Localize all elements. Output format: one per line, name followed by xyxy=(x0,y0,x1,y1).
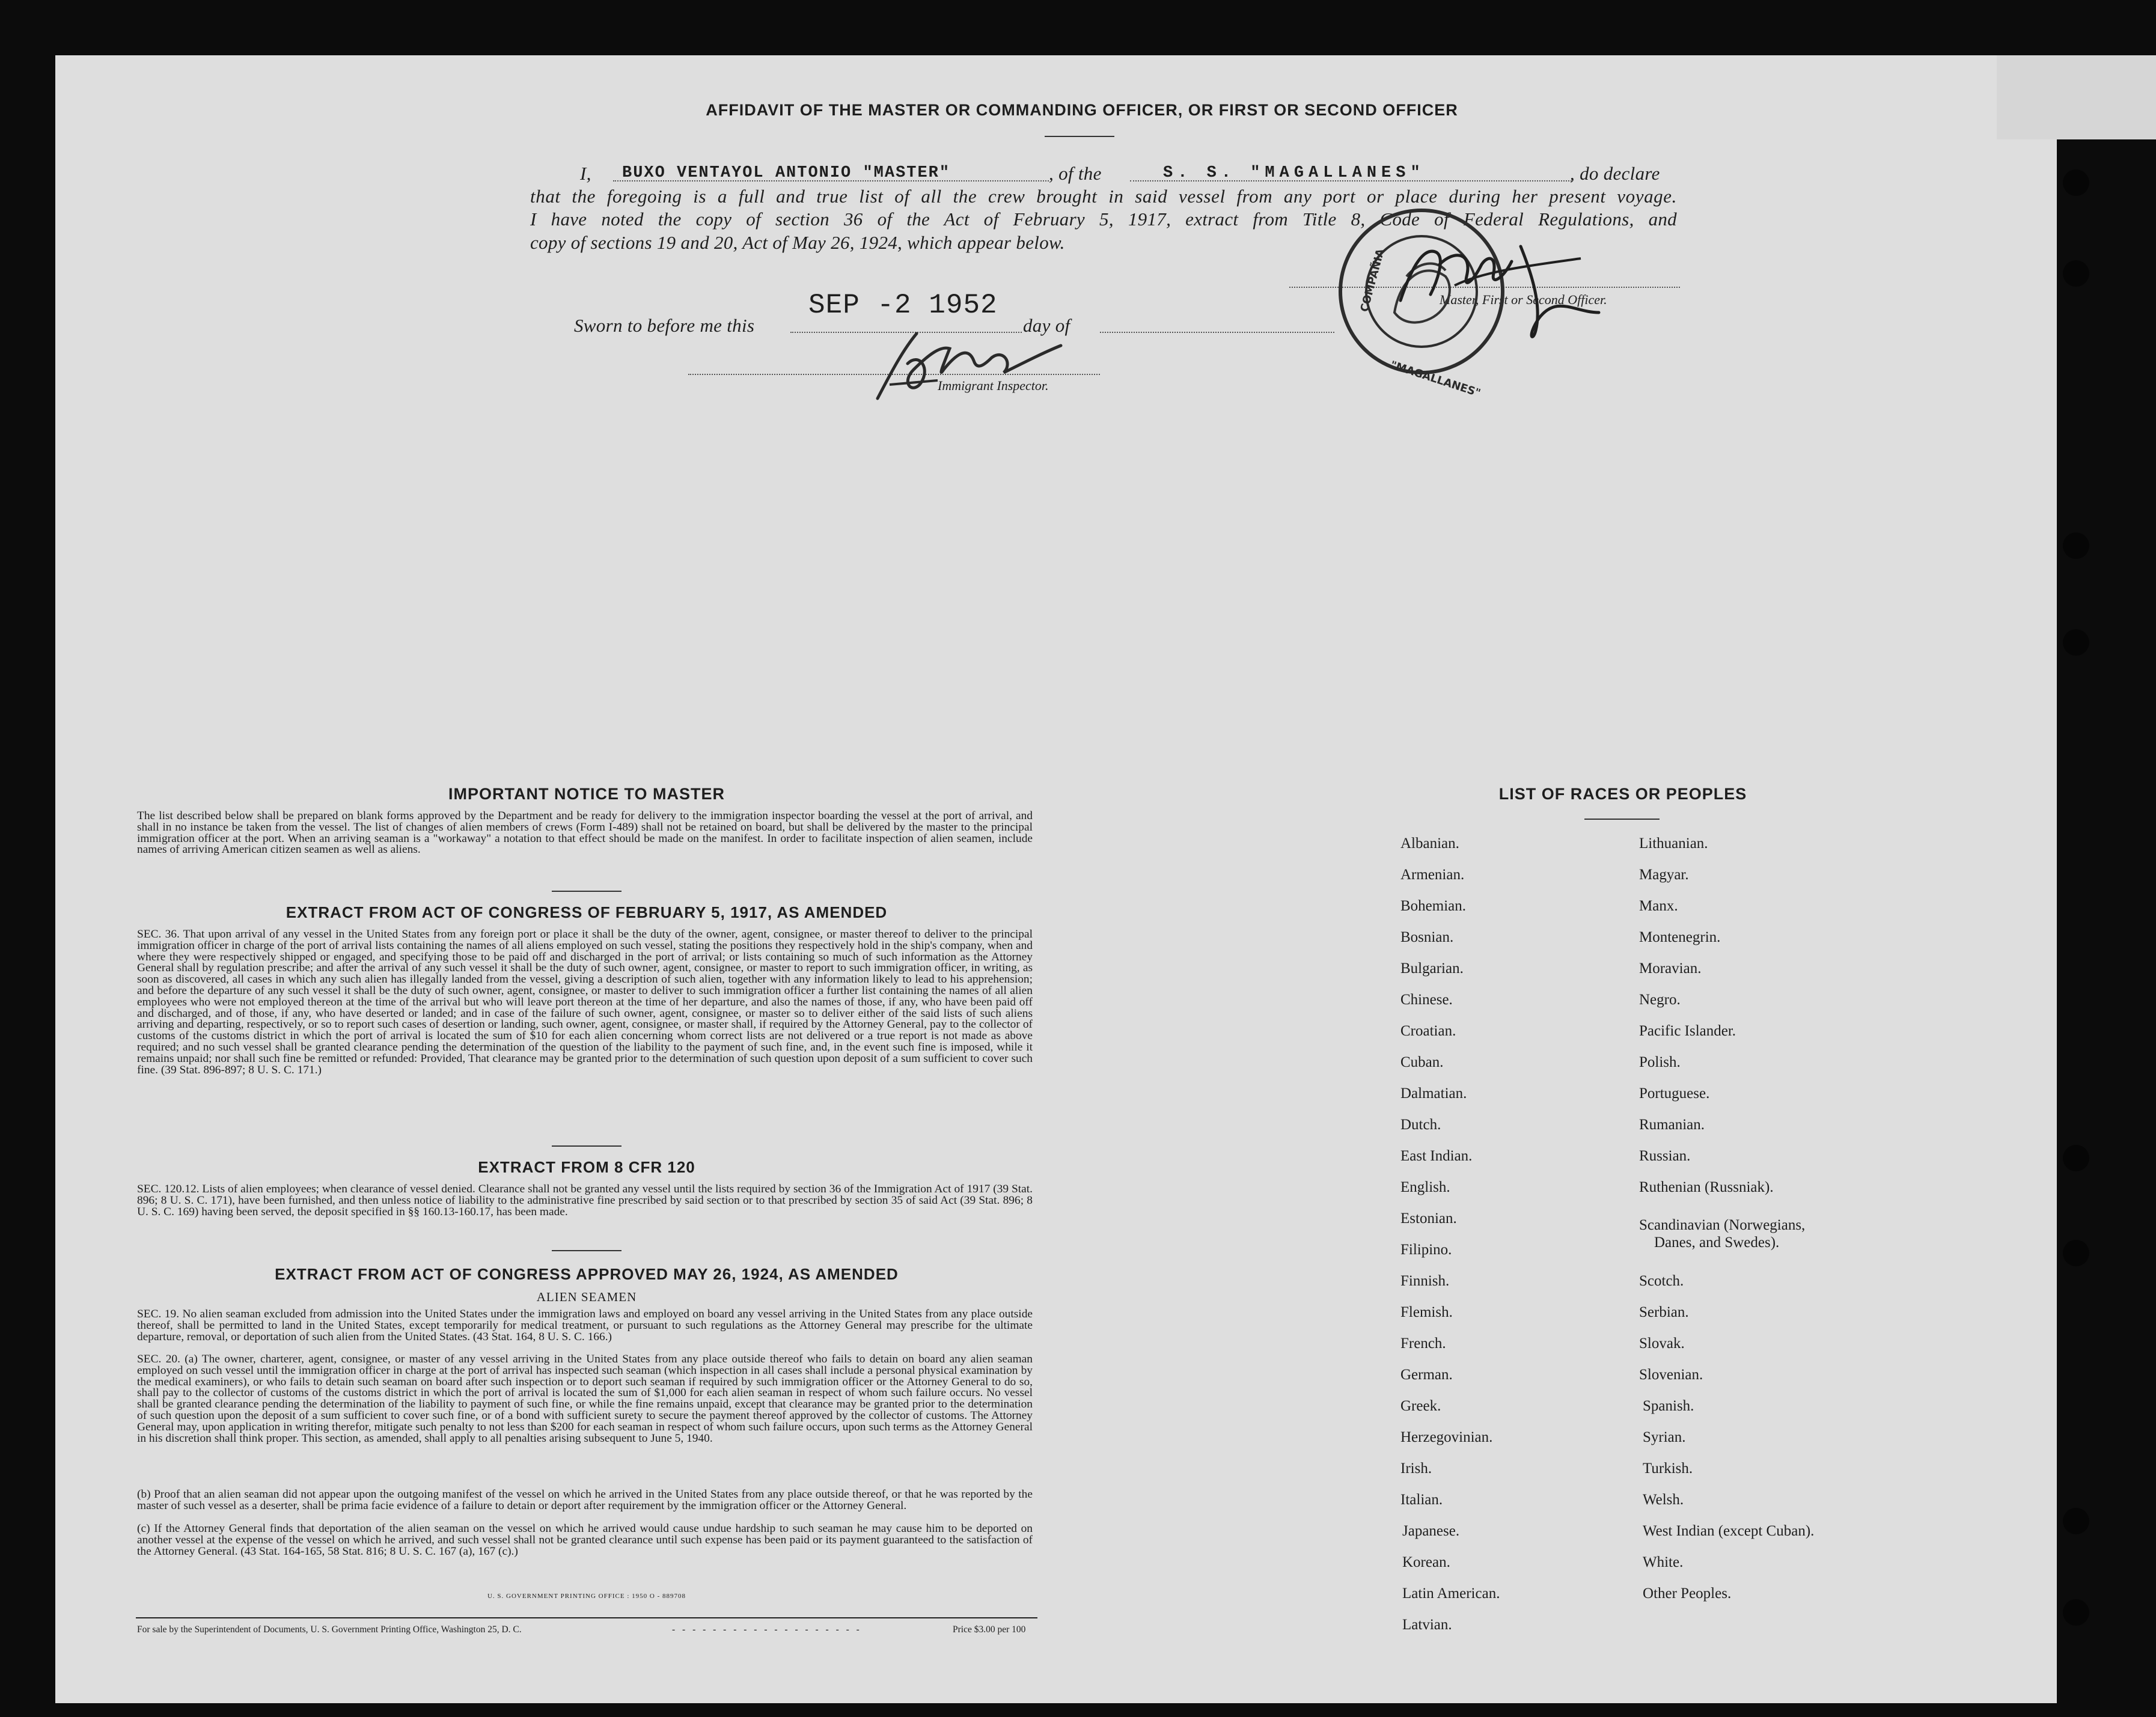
footer-dots: - - - - - - - - - - - - - - - - - - - xyxy=(672,1624,862,1635)
affidavit-title: AFFIDAVIT OF THE MASTER OR COMMANDING OFFICER, OR FIRST OR SECOND OFFICER xyxy=(706,101,1458,119)
affidavit-i: I, xyxy=(580,163,591,184)
race-right-item: Lithuanian. xyxy=(1639,835,1708,852)
race-left-item: Flemish. xyxy=(1400,1304,1453,1320)
race-right-item: Montenegrin. xyxy=(1639,929,1721,945)
binder-hole xyxy=(2063,532,2089,559)
race-left-item: Armenian. xyxy=(1400,867,1465,883)
binder-hole xyxy=(2063,1240,2089,1266)
race-left-item: Dalmatian. xyxy=(1400,1085,1467,1102)
race-left-item: Bohemian. xyxy=(1400,898,1467,914)
extract-1924-title: EXTRACT FROM ACT OF CONGRESS APPROVED MAY 26, 1924, AS AMENDED xyxy=(275,1265,899,1283)
race-right-item: Polish. xyxy=(1639,1054,1681,1070)
race-right-item: Scandinavian (Norwegians, xyxy=(1639,1217,1806,1233)
race-left-item: East Indian. xyxy=(1400,1148,1473,1164)
of-the-text: , of the xyxy=(1049,163,1102,184)
race-left-item: Latin American. xyxy=(1402,1585,1500,1602)
extract-cfr-body: SEC. 120.12. Lists of alien employees; when clearance of vessel denied. Clearance shall not be granted any vessel until the lists required by section 36 of the Immigration Act of 1917 (39 Stat. 896; 8 U. S. C. 171), have been furnished, and then unless notice of liability to the administrative fine prescribed by said section or to that prescribed by section 35 of said Act (39 Stat. 896; 8 U. S. C. 169) having been served, the deposit specified in §§ 160.13-160.17, has been made. xyxy=(137,1183,1033,1218)
sworn-text: Sworn to before me this xyxy=(574,315,755,336)
race-left-item: English. xyxy=(1400,1179,1450,1195)
master-name-typed: BUXO VENTAYOL ANTONIO "MASTER" xyxy=(622,164,951,182)
race-left-item: Albanian. xyxy=(1400,835,1459,852)
race-right-item: Magyar. xyxy=(1639,867,1689,883)
race-left-item: Cuban. xyxy=(1400,1054,1444,1070)
document-page xyxy=(55,55,2057,1703)
race-right-item: White. xyxy=(1643,1554,1684,1570)
footer-price: Price $3.00 per 100 xyxy=(953,1624,1026,1635)
race-right-item: Serbian. xyxy=(1639,1304,1689,1320)
race-right-item: Welsh. xyxy=(1643,1492,1684,1508)
do-declare-text: , do declare xyxy=(1570,163,1660,184)
extract-cfr-title: EXTRACT FROM 8 CFR 120 xyxy=(478,1158,695,1176)
svg-text:COMPAÑIA: COMPAÑIA xyxy=(1358,247,1387,314)
day-of-line xyxy=(1100,332,1334,333)
notice-body: The list described below shall be prepared on blank forms approved by the Department and be ready for delivery to the immigration inspector boarding the vessel at the port of arrival, and shall in no instance be taken from the vessel. The list of changes of alien members of crews (Form I-489) shall not be retained on board, but shall be delivered by the master to the principal immigration officer at the port. When an arriving seaman is a "workaway" a notation to that effect should be made on the manifest. In order to facilitate inspection of alien seamen, include names of arriving American citizen seamen as well as aliens. xyxy=(137,810,1033,856)
races-title: LIST OF RACES OR PEOPLES xyxy=(1498,785,1747,803)
race-right-item: Manx. xyxy=(1639,898,1678,914)
race-left-item: Italian. xyxy=(1400,1492,1443,1508)
race-right-item: West Indian (except Cuban). xyxy=(1643,1523,1815,1539)
sec-19-text: SEC. 19. No alien seaman excluded from admission into the United States under the immigration laws and employed on board any vessel arriving in the United States from any place outside thereof, shall be permitted to land in the United States, except temporarily for medical treatment, or pursuant to such regulations as the Attorney General may prescribe for the ultimate departure, removal, or deportation of such alien from the United States. (43 Stat. 164, 8 U. S. C. 166.) xyxy=(137,1308,1033,1343)
race-right-item: Other Peoples. xyxy=(1643,1585,1732,1602)
vessel-name-typed: S. S. "MAGALLANES" xyxy=(1163,164,1425,182)
race-left-item: Estonian. xyxy=(1400,1210,1457,1227)
races-title-rule xyxy=(1584,819,1660,820)
title-rule xyxy=(1045,136,1114,137)
race-left-item: Chinese. xyxy=(1400,992,1453,1008)
race-left-item: Bulgarian. xyxy=(1400,960,1464,977)
date-stamp: SEP -2 1952 xyxy=(808,290,998,321)
notice-title: IMPORTANT NOTICE TO MASTER xyxy=(448,785,725,803)
svg-text:"MAGALLANES": "MAGALLANES" xyxy=(1388,358,1482,400)
binder-hole xyxy=(2063,169,2089,196)
section-rule xyxy=(552,1250,621,1251)
race-right-item: Russian. xyxy=(1639,1148,1691,1164)
extract-1917-body: SEC. 36. That upon arrival of any vessel in the United States from any foreign port or place it shall be the duty of the owner, agent, consignee, or master thereof to deliver to the principal immigration officer in charge of the port of arrival lists containing the names of all aliens employed on such vessel, stating the positions they respectively hold in the ship's company, when and where they were respectively shipped or engaged, and specifying those to be paid off and discharged in the port of arrival; or lists containing so much of such information as the Attorney General shall by regulation prescribe; and after the arrival of any such vessel it shall be the duty of such owner, agent, consignee, or master to report to such immigration officer, in writing, as soon as discovered, all cases in which any such alien has illegally landed from the vessel, giving a description of such alien, together with any information likely to lead to his apprehension; and before the departure of any such vessel it shall be the duty of such owner, agent, consignee, or master to deliver to such immigration officer a further list containing the names of all alien employees who were not employed thereon at the time of the arrival but who will leave port thereon at the time of her departure, and also the names of those, if any, who have been paid off and discharged, and of those, if any, who have deserted or landed; and in case of the failure of such owner, agent, consignee, or master so to deliver either of the said lists of such aliens arriving and departing, respectively, or so to report such cases of desertion or landing, such owner, agent, consignee, or master shall, if required by the Attorney General, pay to the collector of customs of the customs district in which the port of arrival is located the sum of $10 for each alien concerning whom correct lists are not delivered or a true report is not made as above required; and no such vessel shall be granted clearance pending the determination of the question of the liability to the payment of such fine, and, in the event such fine is imposed, while it remains unpaid; nor shall such fine be remitted or refunded: Provided, That clearance may be granted prior to the determination of such question upon deposit of a sum sufficient to cover such fine. (39 Stat. 896-897; 8 U. S. C. 171.) xyxy=(137,928,1033,1076)
underlying-page-strip xyxy=(1997,55,2156,139)
name-line xyxy=(613,180,1049,181)
day-of-text: day of xyxy=(1023,315,1070,336)
race-right-item: Danes, and Swedes). xyxy=(1654,1234,1780,1251)
race-right-item: Moravian. xyxy=(1639,960,1702,977)
race-left-item: Irish. xyxy=(1400,1460,1432,1477)
race-right-item: Pacific Islander. xyxy=(1639,1023,1736,1039)
affidavit-line-3: I have noted the copy of section 36 of the Act of February 5, 1917, extract from Title 8, Code of Federal Regulations, and xyxy=(530,209,1677,230)
sec-20a-text: SEC. 20. (a) The owner, charterer, agent, consignee, or master of any vessel arriving in the United States from any place outside thereof who fails to detain on board any alien seaman employed on such vessel until the immigration officer in charge at the port of arrival has inspected such seaman (which inspection in all cases shall include a personal physical examination by the medical examiners), or who fails to detain such seaman on board after such inspection or to deport such seaman if required by such immigration officer or the Attorney General to do so, shall pay to the collector of customs of the customs district in which the port of arrival is located the sum of $1,000 for each alien seaman in respect of whom such failure occurs. No vessel shall be granted clearance pending the determination of the liability to payment of such fine, or while the fine remains unpaid, except that clearance may be granted prior to the determination of such question upon the deposit of a sum sufficient to cover such fine, or of a bond with sufficient surety to secure the payment thereof approved by the collector of customs. The Attorney General may, upon application in writing therefor, mitigate such penalty to not less than $200 for each seaman in respect of whom such failure occurs, upon such terms as the Attorney General in his discretion shall think proper. This section, as amended, shall apply to all penalties arising subsequent to June 5, 1940. xyxy=(137,1353,1033,1445)
race-right-item: Scotch. xyxy=(1639,1273,1684,1289)
race-left-item: Filipino. xyxy=(1400,1242,1452,1258)
binder-hole xyxy=(2063,260,2089,287)
race-left-item: Finnish. xyxy=(1400,1273,1450,1289)
master-label: Master, First or Second Officer. xyxy=(1440,292,1607,307)
binder-hole xyxy=(2063,1599,2089,1626)
race-left-item: Japanese. xyxy=(1402,1523,1460,1539)
sec-20c-text: (c) If the Attorney General finds that deportation of the alien seaman on the vessel on which he arrived would cause undue hardship to such seaman he may cause him to be deported on another vessel at the expense of the vessel on which he arrived, and such vessel shall not be granted clearance until such expense has been paid or its payment guaranteed to the satisfaction of the Attorney General. (43 Stat. 164-165, 58 Stat. 816; 8 U. S. C. 167 (a), 167 (c).) xyxy=(137,1522,1033,1558)
race-right-item: Ruthenian (Russniak). xyxy=(1639,1179,1774,1195)
affidavit-line-2: that the foregoing is a full and true list of all the crew brought in said vessel from any port or place during her present voyage. xyxy=(530,186,1677,207)
footer-rule xyxy=(136,1617,1037,1618)
footer-left: For sale by the Superintendent of Documents, U. S. Government Printing Office, Washington 25, D. C. xyxy=(137,1624,522,1635)
race-left-item: Dutch. xyxy=(1400,1117,1441,1133)
race-left-item: Bosnian. xyxy=(1400,929,1454,945)
inspector-signature xyxy=(854,328,1070,406)
race-left-item: Greek. xyxy=(1400,1398,1441,1414)
master-signature xyxy=(1382,228,1635,355)
race-right-item: Turkish. xyxy=(1643,1460,1693,1477)
race-right-item: Negro. xyxy=(1639,992,1681,1008)
race-left-item: Korean. xyxy=(1402,1554,1450,1570)
gpo-imprint: U. S. GOVERNMENT PRINTING OFFICE : 1950 O - 889708 xyxy=(487,1593,686,1600)
race-right-item: Slovak. xyxy=(1639,1335,1685,1352)
binder-hole xyxy=(2063,1508,2089,1534)
alien-seamen-subtitle: ALIEN SEAMEN xyxy=(536,1290,637,1304)
race-left-item: German. xyxy=(1400,1367,1453,1383)
race-right-item: Slovenian. xyxy=(1639,1367,1703,1383)
race-left-item: Croatian. xyxy=(1400,1023,1456,1039)
vessel-line xyxy=(1130,180,1572,181)
extract-1917-title: EXTRACT FROM ACT OF CONGRESS OF FEBRUARY 5, 1917, AS AMENDED xyxy=(286,903,888,921)
sec-20b-text: (b) Proof that an alien seaman did not appear upon the outgoing manifest of the vessel on which he arrived in the United States from any place outside thereof, or that he was reported by the master of such vessel as a deserter, shall be prima facie evidence of a failure to detain or deport after requirement by the immigration officer or the Attorney General. xyxy=(137,1488,1033,1512)
inspector-label: Immigrant Inspector. xyxy=(938,378,1049,393)
section-rule xyxy=(552,1145,621,1147)
race-right-item: Portuguese. xyxy=(1639,1085,1710,1102)
race-right-item: Spanish. xyxy=(1643,1398,1694,1414)
race-right-item: Syrian. xyxy=(1643,1429,1686,1445)
race-right-item: Rumanian. xyxy=(1639,1117,1705,1133)
binder-hole xyxy=(2063,1145,2089,1171)
race-left-item: Herzegovinian. xyxy=(1400,1429,1493,1445)
affidavit-line-4: copy of sections 19 and 20, Act of May 26, 1924, which appear below. xyxy=(530,232,1065,253)
section-rule xyxy=(552,891,621,892)
race-left-item: French. xyxy=(1400,1335,1446,1352)
race-left-item: Latvian. xyxy=(1402,1617,1452,1633)
binder-hole xyxy=(2063,629,2089,656)
